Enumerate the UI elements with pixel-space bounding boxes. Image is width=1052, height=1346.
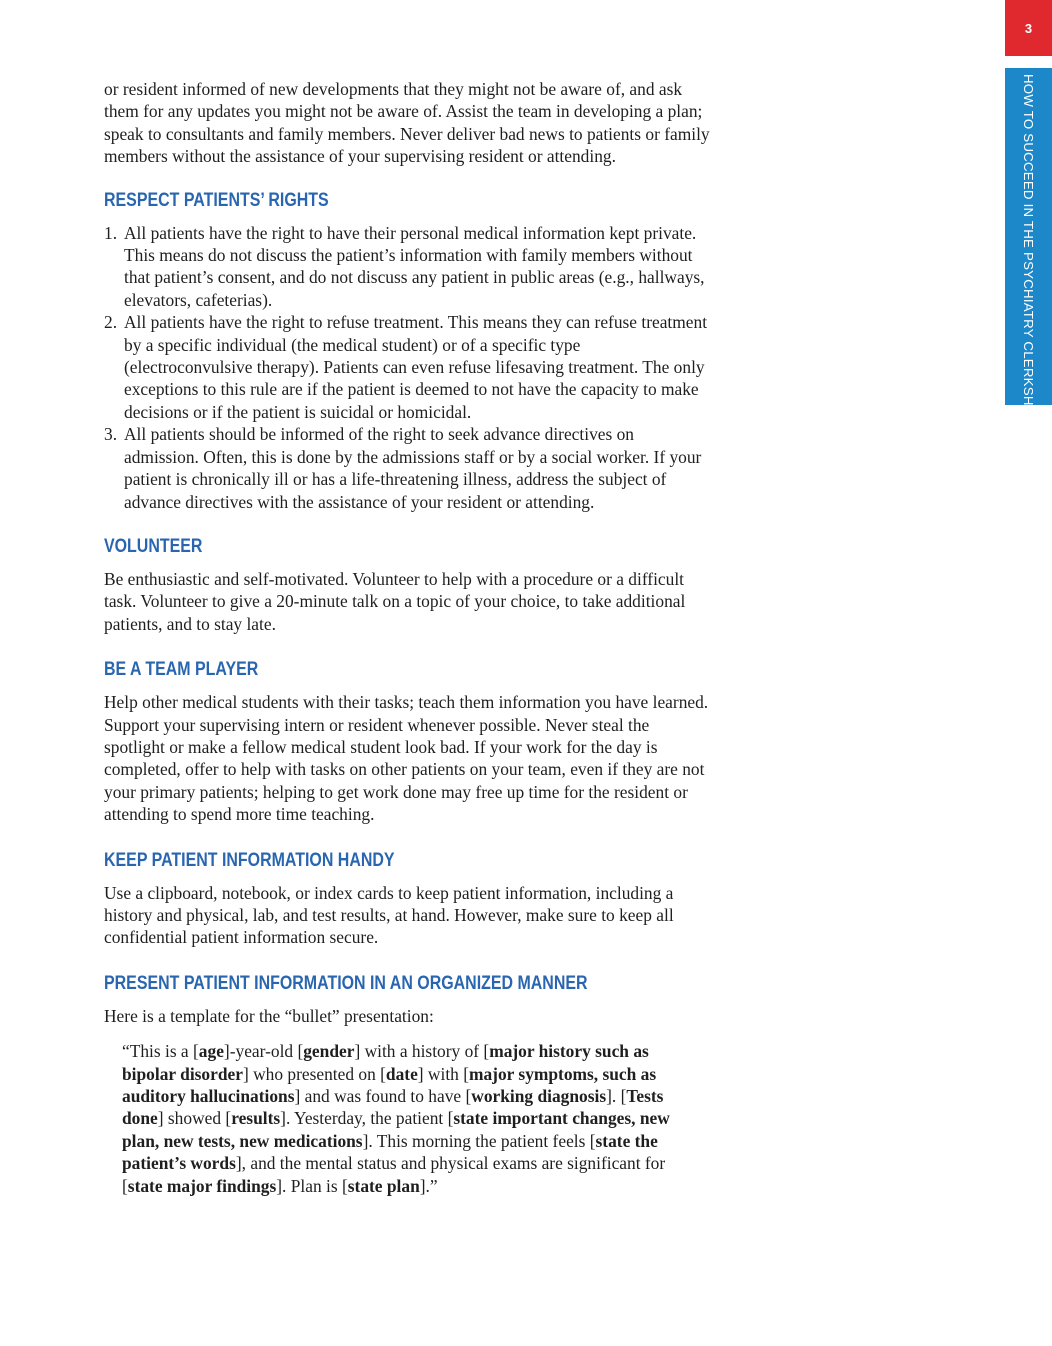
template-placeholder: gender: [303, 1041, 355, 1062]
template-text: ]. Plan is [: [276, 1175, 348, 1196]
heading-volunteer: VOLUNTEER: [104, 535, 203, 557]
template-placeholder: state the patient’s words: [122, 1130, 658, 1174]
intro-paragraph: or resident informed of new developments that they might not be aware of, and ask them for any updates you might not be aware of. Assist the team in developing a plan; speak to consultants and family members. Never deliver bad news to patients or family members without the assistance of your supervising resident or attending.: [104, 79, 710, 167]
volunteer-paragraph: Be enthusiastic and self-motivated. Volunteer to help with a procedure or a difficult task. Volunteer to give a 20-minute talk on a topic of your choice, to take additional patients, and to stay late.: [104, 568, 686, 634]
running-header-tab: [1005, 68, 1052, 419]
list-text: All patients have the right to have their personal medical information kept private. This means do not discuss the patient’s information with family members without that patient’s consent, and do not discuss any patient in public areas (e.g., hallways, elevators, cafeterias).: [124, 222, 705, 310]
template-placeholder: major symptoms, such as auditory hallucinations: [122, 1063, 657, 1106]
template-placeholder: Tests done: [122, 1086, 664, 1129]
list-number: 3.: [104, 424, 118, 445]
template-text: ]. [: [606, 1086, 627, 1106]
template-text: ] who presented on [: [242, 1063, 386, 1084]
team-paragraph: Help other medical students with their tasks; teach them information you have learned. Support your supervising intern or resident whenever possible. Never steal the spotlight or make a fellow medical student look bad. If your work for the day is completed, offer to help with tasks on other patients on your team, even if they are not your primary patients; helping to get work done may free up time for the resident or attending to spend more time teaching.: [104, 692, 709, 825]
template-text: ] and was found to have [: [294, 1086, 472, 1106]
template-placeholder: age: [198, 1041, 224, 1062]
template-text: ]. Yesterday, the patient [: [280, 1108, 454, 1129]
template-placeholder: date: [385, 1063, 418, 1084]
list-text: All patients should be informed of the right to seek advance directives on admission. Often, this is done by the admissions staff or by a social worker. If your patient is chronically ill or has a life-threatening illness, address the subject of advance directives with the assistance of your resident or attending.: [124, 424, 702, 512]
template-placeholder: state major findings: [127, 1175, 277, 1196]
list-item: [104, 222, 710, 312]
page-content: [104, 78, 710, 1197]
heading-present-info: PRESENT PATIENT INFORMATION IN AN ORGANIZED MANNER: [104, 972, 588, 994]
heading-respect: RESPECT PATIENTS’ RIGHTS: [104, 189, 329, 211]
list-number: 2.: [104, 312, 118, 333]
template-placeholder: major history such as bipolar disorder: [122, 1041, 649, 1084]
template-text: ] with a history of [: [354, 1041, 490, 1062]
heading-info-handy: KEEP PATIENT INFORMATION HANDY: [104, 849, 395, 871]
heading-team-player: BE A TEAM PLAYER: [104, 659, 259, 681]
template-placeholder: results: [231, 1108, 281, 1129]
list-item: [104, 423, 710, 513]
template-text: ] showed [: [157, 1108, 232, 1129]
list-item: [104, 311, 710, 423]
template-placeholder: state important changes, new plan, new tests, new medications: [122, 1108, 670, 1151]
template-text: ]-year-old [: [223, 1041, 304, 1062]
template-placeholder: working diagnosis: [471, 1086, 607, 1106]
present-intro: Here is a template for the “bullet” presentation:: [104, 1005, 434, 1026]
handy-paragraph: Use a clipboard, notebook, or index cards to keep patient information, including a history and physical, lab, and test results, at hand. However, make sure to keep all confidential patient information secure.: [104, 882, 674, 948]
template-placeholder: state plan: [347, 1175, 420, 1196]
template-text: ], and the mental status and physical exams are significant for [: [122, 1153, 666, 1196]
bullet-presentation-template: [122, 1040, 688, 1197]
template-text: “This is a [: [122, 1041, 199, 1062]
list-number: 1.: [104, 222, 118, 243]
template-text: ].”: [419, 1175, 438, 1196]
page-number-tab: [1005, 0, 1052, 56]
page-number: 3: [1024, 20, 1033, 36]
running-header: HOW TO SUCCEED IN THE PSYCHIATRY CLERKSHIP: [1021, 74, 1036, 419]
list-text: All patients have the right to refuse treatment. This means they can refuse treatment by a specific individual (the medical student) or of a specific type (electroconvulsive therapy). Patients can even refuse lifesaving treatment. The only exceptions to this rule are if the patient is deemed to not have the capacity to make decisions or if the patient is suicidal or homicidal.: [124, 312, 708, 422]
rights-list: [104, 222, 710, 513]
template-text: ] with [: [417, 1063, 469, 1084]
template-text: ]. This morning the patient feels [: [362, 1130, 596, 1151]
